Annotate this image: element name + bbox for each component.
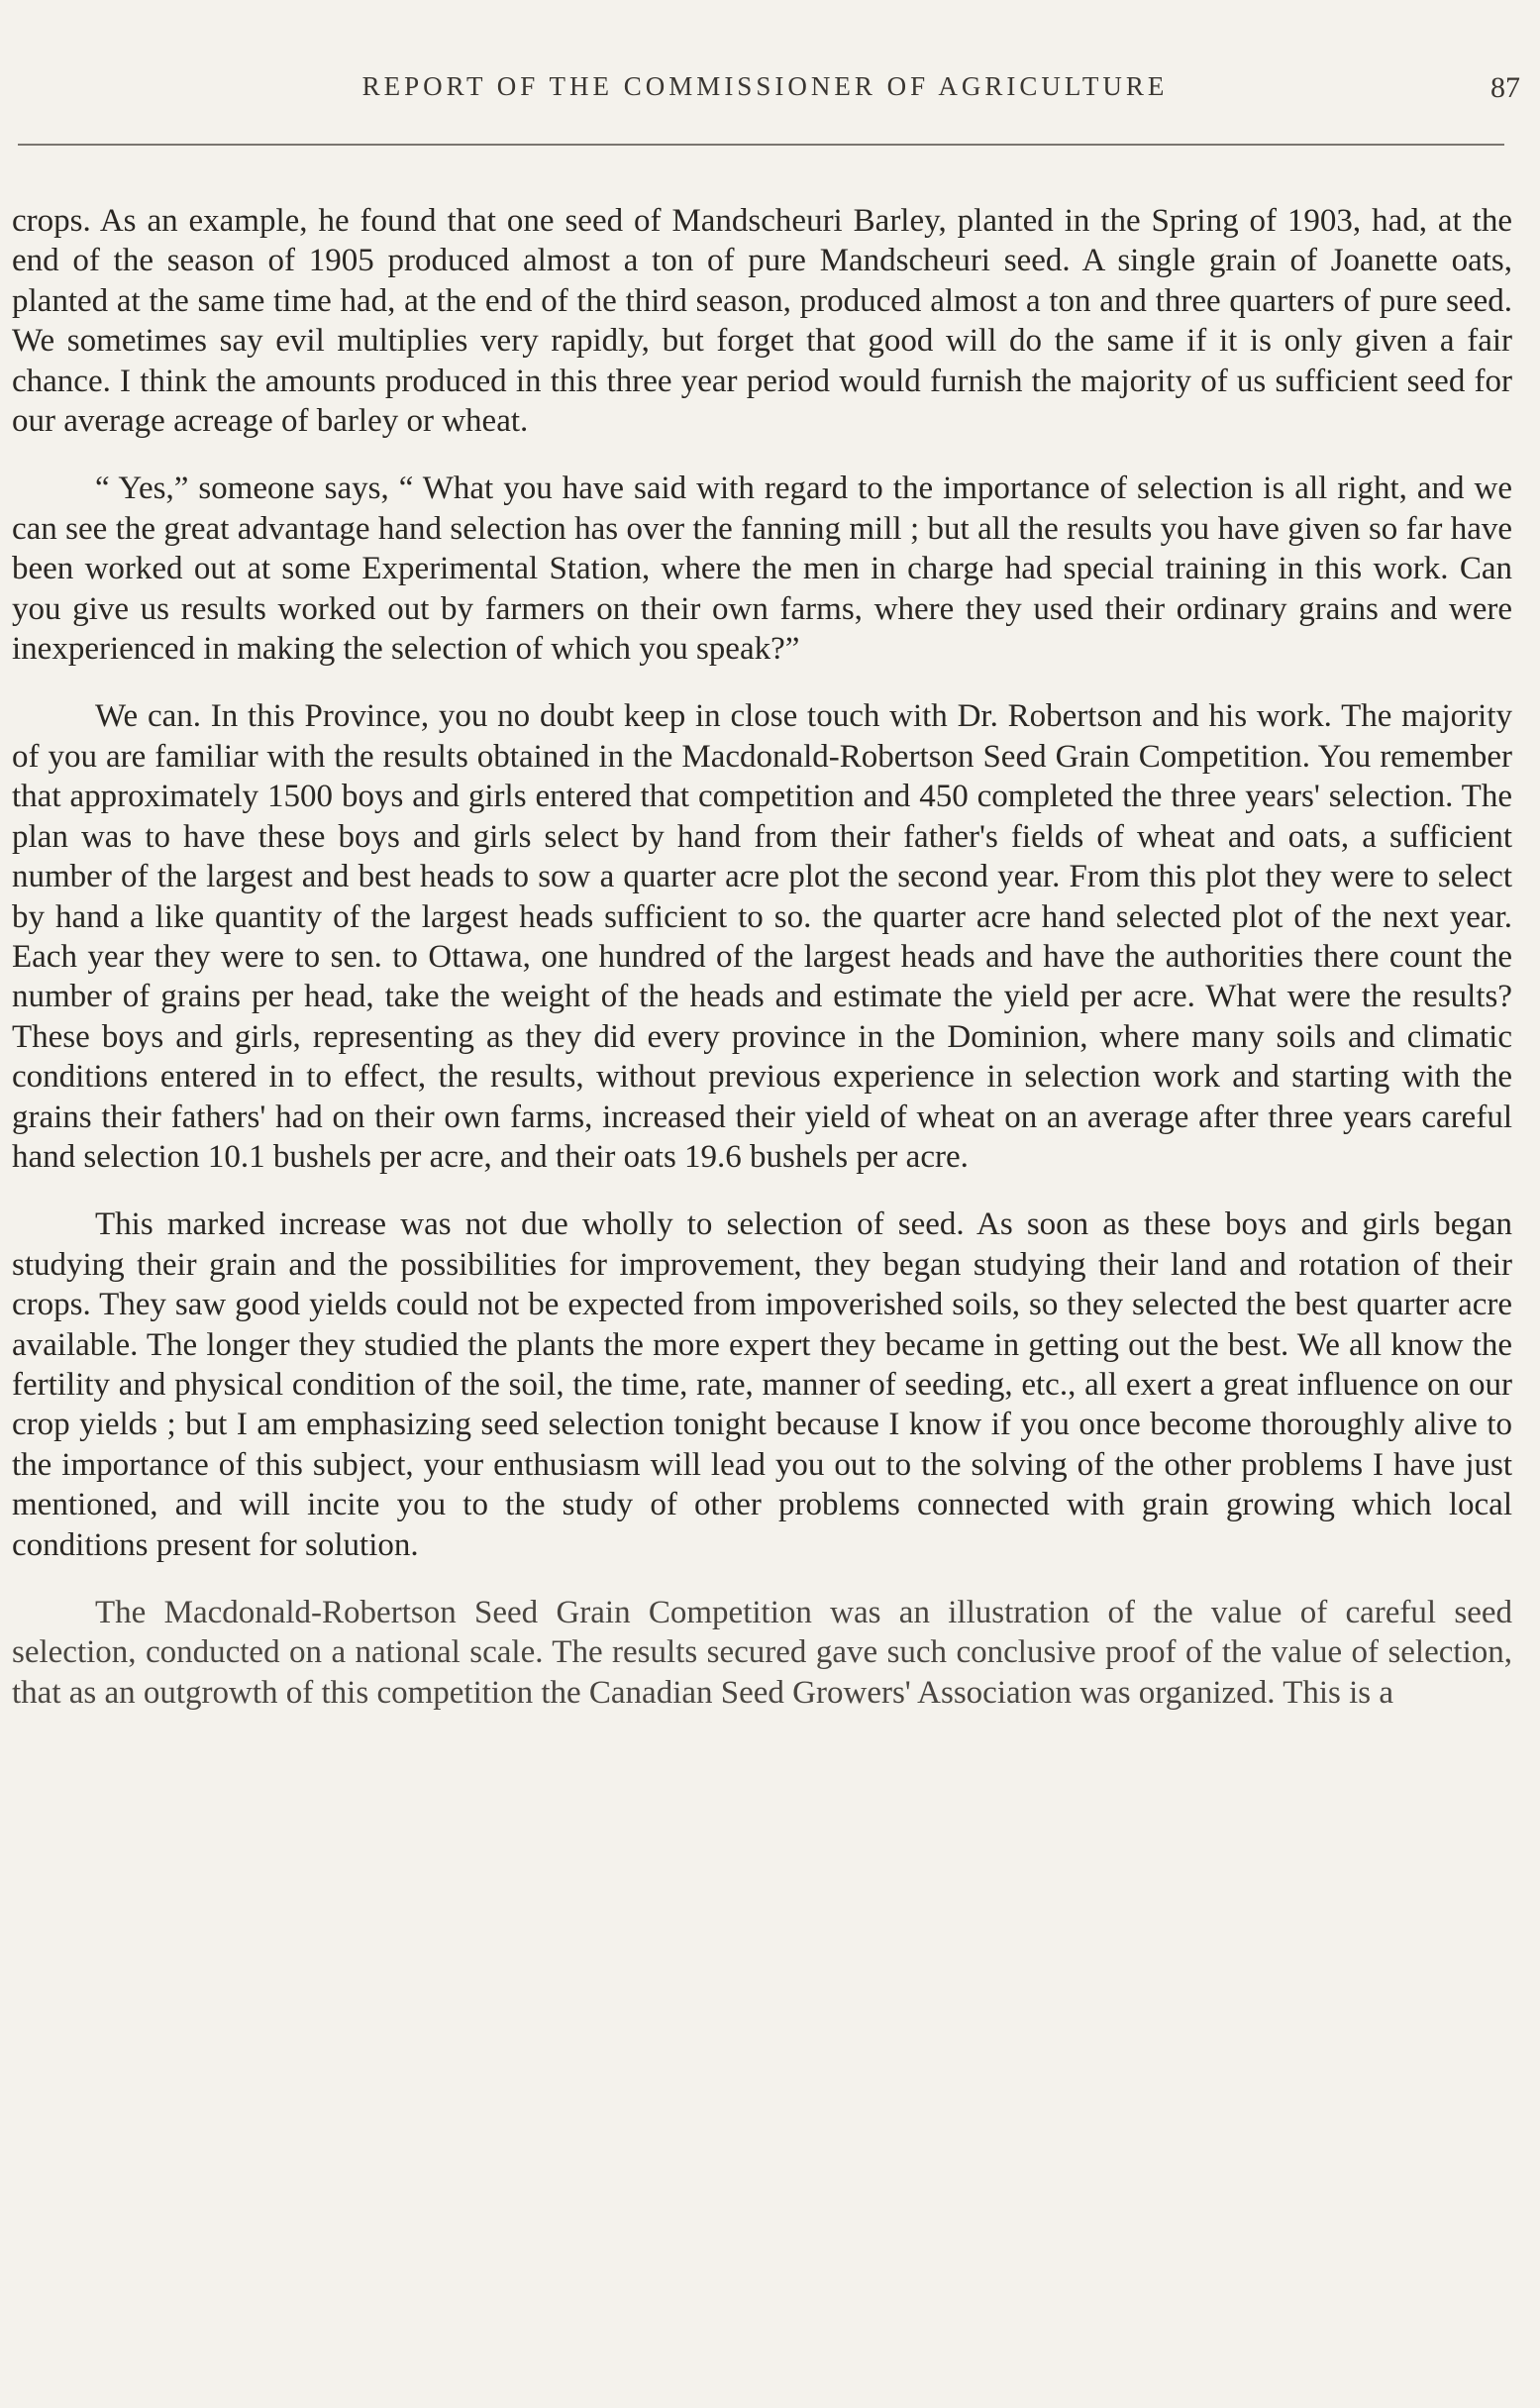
paragraph-3: We can. In this Province, you no doubt keep in close touch with Dr. Robertson and his work. The majority of you are familiar with the results obtained in the Macdonald-Robertson Seed Grain Competition. You remember that approximately 1500 boys and girls entered that competition and 450 completed the three years' selection. The plan was to have these boys and girls select by hand from their father's fields of wheat and oats, a sufficient number of the largest and best heads to sow a quarter acre plot the second year. From this plot they were to select by hand a like quantity of the largest heads sufficient to so. the quarter acre hand selected plot of the next year. Each year they were to sen. to Ottawa, one hundred of the largest heads and have the authorities there count the number of grains per head, take the weight of the heads and estimate the yield per acre. What were the results? These boys and girls, representing as they did every province in the Dominion, where many soils and climatic conditions entered in to effect, the results, without previous experience in selection work and starting with the grains their fathers' had on their own farms, increased their yield of wheat on an average after three years careful hand selection 10.1 bushels per acre, and their oats 19.6 bushels per acre. bbox=[12, 698, 1512, 1175]
paragraph-4: This marked increase was not due wholly to selection of seed. As soon as these boys and girls began studying their grain and the possibilities for improvement, they began studying their land and rotation of their crops. They saw good yields could not be expected from impoverished soils, so they selected the best quarter acre available. The longer they studied the plants the more expert they became in getting out the best. We all know the fertility and physical condition of the soil, the time, rate, manner of seeding, etc., all exert a great influence on our crop yields ; but I am emphasizing seed selection tonight because I know if you once become thoroughly alive to the importance of this subject, your enthusiasm will lead you out to the solving of the other problems I have just mentioned, and will incite you to the study of other problems connected with grain growing which local conditions present for solution. bbox=[12, 1206, 1512, 1563]
paragraph-1: crops. As an example, he found that one seed of Mandscheuri Barley, planted in the Spring of 1903, had, at the end of the season of 1905 produced almost a ton of pure Mandscheuri seed. A single grain of Joanette oats, planted at the same time had, at the end of the third season, produced almost a ton and three quarters of pure seed. We sometimes say evil multiplies very rapidly, but forget that good will do the same if it is only given a fair chance. I think the amounts produced in this three year period would furnish the majority of us sufficient seed for our average acreage of barley or wheat. bbox=[12, 203, 1512, 440]
page-header bbox=[10, 71, 1520, 131]
running-head: REPORT OF THE COMMISSIONER OF AGRICULTURE bbox=[361, 71, 1169, 101]
paragraph-2: “ Yes,” someone says, “ What you have said with regard to the importance of selection is all right, and we can see the great advantage hand selection has over the fanning mill ; but all the results you have given so far have been worked out at some Experimental Station, where the men in charge had special training in this work. Can you give us results worked out by farmers on their own farms, where they used their ordinary grains and were inexperienced in making the selection of which you speak?” bbox=[12, 471, 1512, 668]
body-text bbox=[12, 201, 1512, 1740]
page-number: 87 bbox=[1490, 71, 1520, 104]
paragraph-5: The Macdonald-Robertson Seed Grain Competition was an illustration of the value of careful seed selection, conducted on a national scale. The results secured gave such conclusive proof of the value of selection, that as an outgrowth of this competition the Canadian Seed Growers' Association was organized. This is a bbox=[12, 1595, 1512, 1711]
header-rule bbox=[18, 144, 1504, 146]
